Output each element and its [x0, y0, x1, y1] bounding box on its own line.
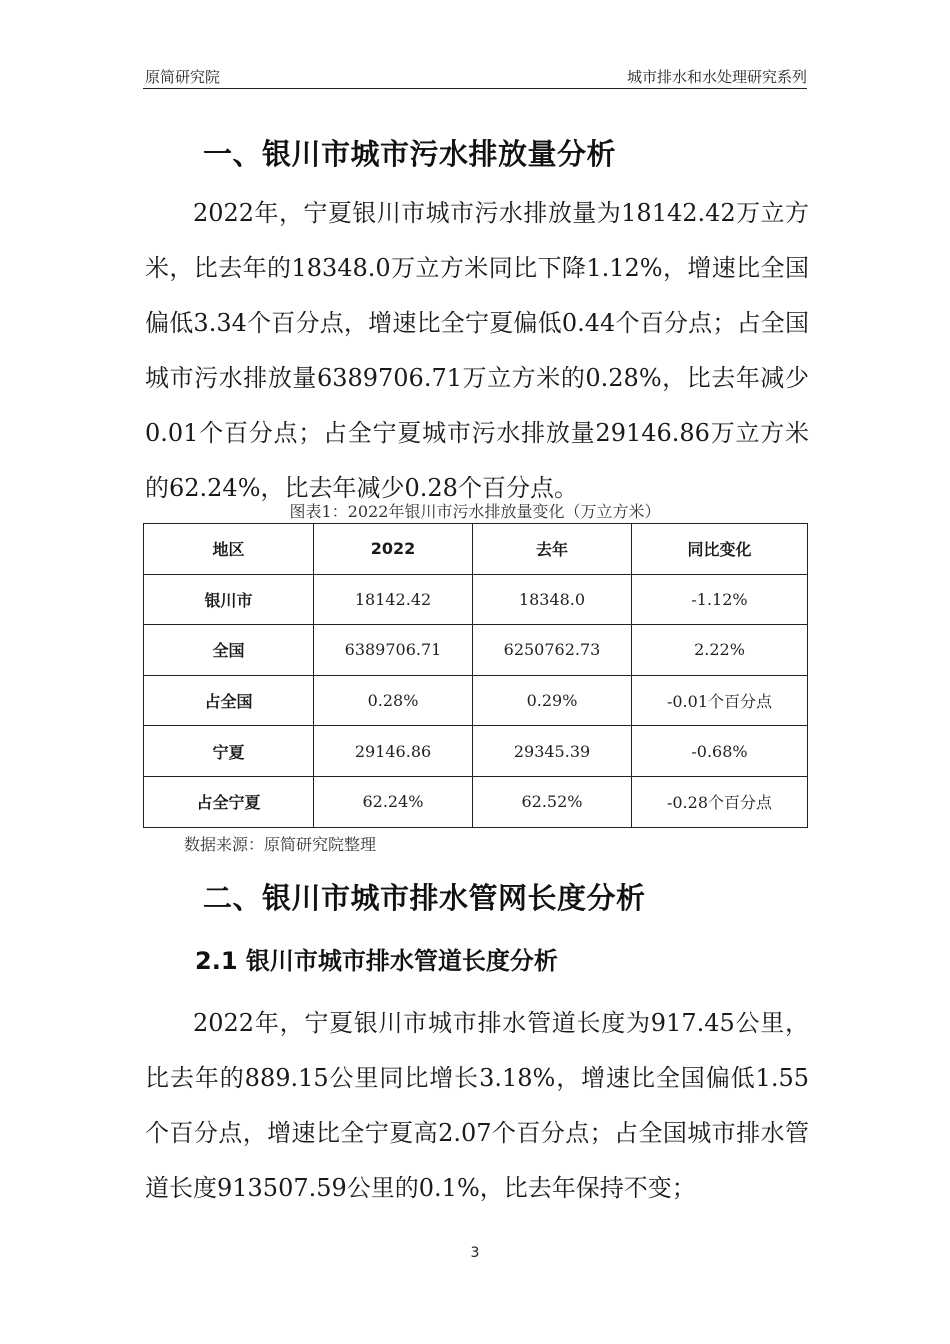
data-table — [143, 523, 808, 828]
table-row-label: 宁夏 — [144, 726, 314, 777]
table-row-label: 全国 — [144, 625, 314, 676]
section2-paragraph: 2022年，宁夏银川市城市排水管道长度为917.45公里，比去年的889.15公里同比增长3.18%，增速比全国偏低1.55个百分点，增速比全宁夏高2.07个百分点；占全国城市排水管道长度913507.59公里的0.1%，比去年保持不变； — [145, 1009, 809, 1202]
section1-paragraph: 2022年，宁夏银川市城市污水排放量为18142.42万立方米，比去年的18348.0万立方米同比下降1.12%，增速比全国偏低3.34个百分点，增速比全宁夏偏低0.44个百分点；占全国城市污水排放量6389706.71万立方米的0.28%，比去年减少0.01个百分点；占全宁夏城市污水排放量29146.86万立方米的62.24%，比去年减少0.28个百分点。 — [145, 199, 809, 502]
table-cell: -0.28个百分点 — [632, 776, 808, 827]
table-row — [144, 574, 808, 625]
header-divider — [143, 88, 807, 89]
table-header-cell: 同比变化 — [632, 524, 808, 575]
table-source-note: 数据来源：原简研究院整理 — [184, 835, 377, 854]
table-cell: 18348.0 — [473, 574, 632, 625]
table-cell: 29146.86 — [314, 726, 473, 777]
table-row — [144, 776, 808, 827]
table-row — [144, 625, 808, 676]
section1-title: 一、银川市城市污水排放量分析 — [203, 137, 617, 171]
table-cell: 2.22% — [632, 625, 808, 676]
table-header-cell: 2022 — [314, 524, 473, 575]
table-row — [144, 726, 808, 777]
table-row-label: 银川市 — [144, 574, 314, 625]
table-header-cell: 去年 — [473, 524, 632, 575]
table-header-row — [144, 524, 808, 575]
header-org-name: 原简研究院 — [145, 68, 221, 86]
table-cell: 0.28% — [314, 675, 473, 726]
table-row — [144, 675, 808, 726]
table-row-label: 占全宁夏 — [144, 776, 314, 827]
table-row-label: 占全国 — [144, 675, 314, 726]
table-cell: 62.24% — [314, 776, 473, 827]
header-series-name: 城市排水和水处理研究系列 — [626, 68, 807, 86]
table-cell: 29345.39 — [473, 726, 632, 777]
table-caption: 图表1：2022年银川市污水排放量变化（万立方米） — [289, 502, 661, 521]
table-cell: 18142.42 — [314, 574, 473, 625]
section2-title: 二、银川市城市排水管网长度分析 — [203, 881, 646, 915]
table-cell: 62.52% — [473, 776, 632, 827]
table-cell: 6389706.71 — [314, 625, 473, 676]
table-cell: -1.12% — [632, 574, 808, 625]
page-number: 3 — [470, 1245, 480, 1261]
table-cell: -0.01个百分点 — [632, 675, 808, 726]
table-cell: 0.29% — [473, 675, 632, 726]
table-cell: -0.68% — [632, 726, 808, 777]
table-header-cell: 地区 — [144, 524, 314, 575]
table-cell: 6250762.73 — [473, 625, 632, 676]
section2-subtitle: 2.1 银川市城市排水管道长度分析 — [195, 947, 558, 975]
